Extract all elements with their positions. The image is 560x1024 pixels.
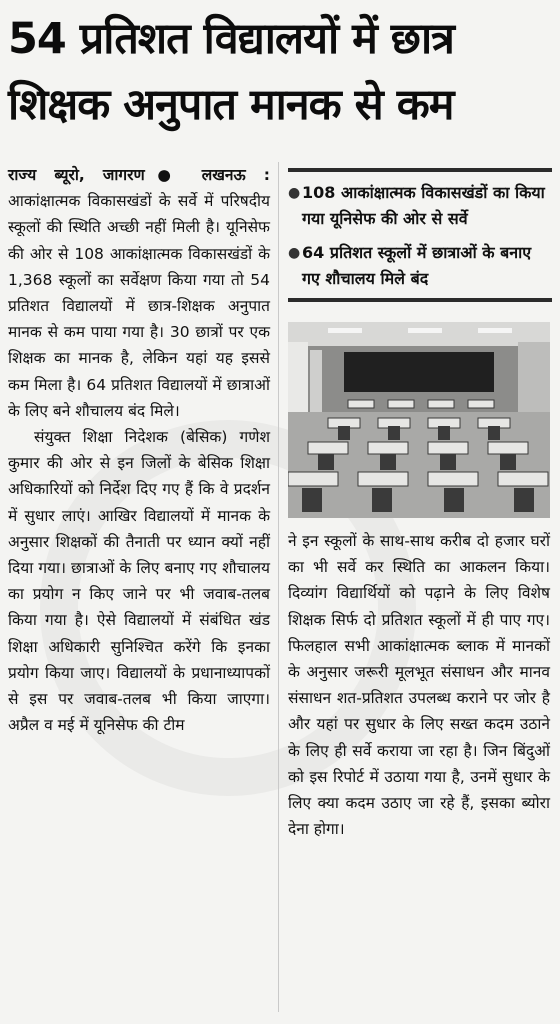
- classroom-photo-image: [288, 322, 550, 518]
- article-headline: [8, 6, 552, 138]
- highlight-text: 64 प्रतिशत स्कूलों में छात्राओं के बनाए गए शौचालय मिले बंद: [302, 243, 532, 288]
- dateline: राज्य ब्यूरो, जागरण● लखनऊ :: [8, 166, 270, 184]
- column-divider: [278, 162, 279, 1012]
- left-paragraph-2: संयुक्त शिक्षा निदेशक (बेसिक) गणेश कुमार की ओर से इन जिलों के बेसिक शिक्षा अधिकारियों को निर्देश दिए गए हैं कि वे प्रदर्शन में सुधार लाएं। आखिर विद्यालयों में मानक के अनुसार शिक्षकों की तैनाती पर ध्यान क्यों नहीं दिया गया। छात्राओं के लिए बनाए गए शौचालय का प्रयोग न किए जाने पर भी जवाब-तलब किया गया है। ऐसे विद्यालयों में संबंधित खंड शिक्षा अधिकारी सुनिश्चित करेंगे कि इनका प्रयोग किया जाए। विद्यालयों के प्रधानाध्यापकों से इस पर जवाब-तलब भी किया जाएगा। अप्रैल व मई में यूनिसेफ की टीम: [8, 428, 270, 735]
- left-paragraph-1: [8, 162, 270, 424]
- highlights-box: [288, 168, 552, 302]
- headline-line-2: शिक्षक अनुपात मानक से कम: [8, 80, 454, 130]
- bullet-icon: ●: [288, 185, 301, 201]
- highlights-top-rule: [288, 168, 552, 172]
- left-paragraph-1-text: आकांक्षात्मक विकासखंडों के सर्वे में परिषदीय स्कूलों की स्थिति अच्छी नहीं मिली है। यूनिसेफ की ओर से 108 आकांक्षात्मक विकासखंडों के 1,368 स्कूलों का सर्वेक्षण किया गया तो 54 प्रतिशत विद्यालयों में छात्र-शिक्षक अनुपात मानक से कम पाया गया है। 30 छात्रों पर एक शिक्षक का मानक है, लेकिन यहां यह इससे कम मिला है। 64 प्रतिशत विद्यालयों में छात्राओं के लिए बने शौचालय बंद मिले।: [8, 192, 270, 420]
- classroom-photo: [288, 322, 550, 518]
- headline-line-1: 54 प्रतिशत विद्यालयों में छात्र: [8, 14, 454, 64]
- right-column: [288, 528, 550, 842]
- highlight-item: [288, 240, 552, 292]
- highlights-bottom-rule: [288, 298, 552, 302]
- highlight-text: 108 आकांक्षात्मक विकासखंडों का किया गया यूनिसेफ की ओर से सर्वे: [302, 183, 545, 228]
- right-paragraph-1: ने इन स्कूलों के साथ-साथ करीब दो हजार घरों का भी सर्वे कर स्थिति का आकलन किया। दिव्यांग विद्यार्थियों को पढ़ाने के लिए विशेष शिक्षक सिर्फ दो प्रतिशत स्कूलों में ही पाए गए। फिलहाल सभी आकांक्षात्मक ब्लाक में मानकों के अनुसार जरूरी मूलभूत संसाधन और मानव संसाधन शत-प्रतिशत उपलब्ध कराने पर जोर है और यहां पर सुधार के लिए सख्त कदम उठाने के लिए ही सर्वे कराया जा रहा है। जिन बिंदुओं को इस रिपोर्ट में उठाया गया है, उनमें सुधार के लिए क्या कदम उठाए जा रहे हैं, इसका ब्योरा देना होगा।: [288, 532, 550, 839]
- left-column: [8, 162, 270, 738]
- highlight-item: [288, 180, 552, 232]
- bullet-icon: ●: [288, 245, 301, 261]
